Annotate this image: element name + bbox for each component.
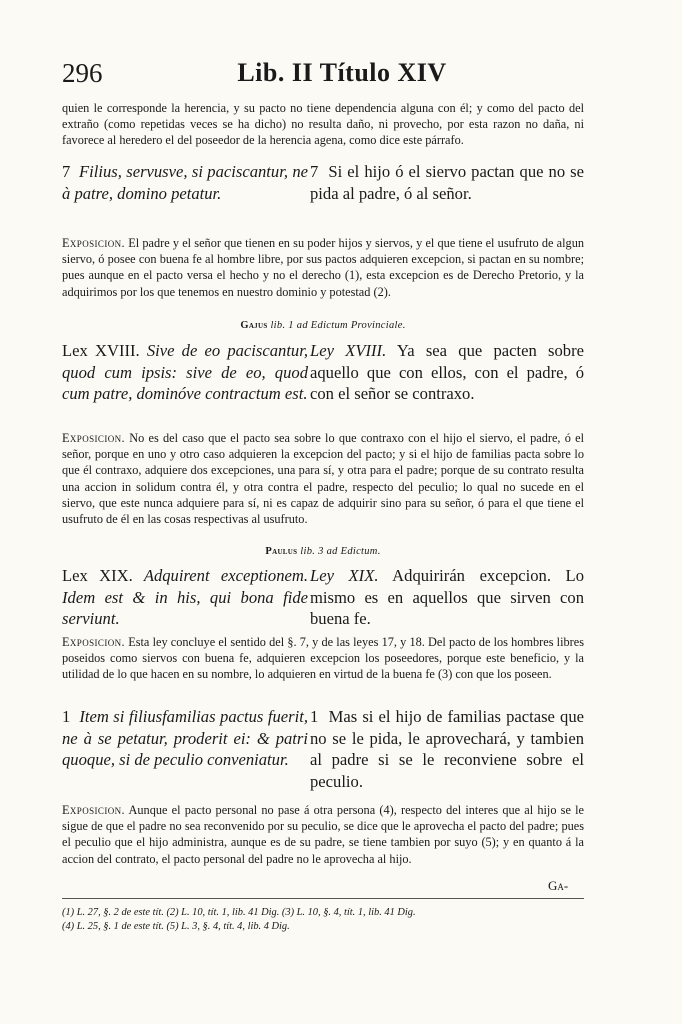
spanish-lead: 1 xyxy=(310,707,319,726)
footnotes xyxy=(62,906,584,934)
source-author: Gajus xyxy=(240,320,268,331)
latin-text-7 xyxy=(62,161,308,204)
footnote-line: (4) L. 25, §. 1 de este tít. (5) L. 3, §. 4, tít. 4, lib. 4 Dig. xyxy=(62,921,290,932)
spanish-body: Si el hijo ó el siervo pactan que no se pida al padre, ó al señor. xyxy=(310,162,585,203)
latin-lead: 1 xyxy=(62,707,71,726)
running-header xyxy=(62,58,622,92)
exposicion-label: Exposicion. xyxy=(62,236,125,250)
exposicion-text: No es del caso que el pacto sea sobre lo que contraxo con el hijo el siervo, el padre, ó el señor, porque en uno y otro caso adquieren la excepcion del pacto; y si el hijo de familias pacta sobre lo que él contraxo, adquiere dos excepciones, una para sí, y otra para el padre; porque de su contrato resulta una accion in solidum contra él, y otra contra el padre, respecto del peculio; lo qual no sucede en el siervo, que este nunca adquiere para sí, ni es capaz de adquirir sino para su señor, ó para el que tiene el usufruto de él en las cosas respectivas al usufruto. xyxy=(62,431,584,527)
source-reference: lib. 1 ad Edictum Provinciale. xyxy=(270,320,406,331)
spanish-body: Adquirirán excepcion. Lo mismo es en aquellos que sirven con buena fe. xyxy=(310,566,584,629)
source-author: Paulus xyxy=(265,546,298,557)
exposicion-7 xyxy=(62,235,584,300)
footnote-line: (1) L. 27, §. 2 de este tít. (2) L. 10, tít. 1, lib. 41 Dig. (3) L. 10, §. 4, tít. 1, lib. 41 Dig. xyxy=(62,907,416,918)
latin-lead: Lex XVIII. xyxy=(62,341,140,360)
latin-body: Filius, servusve, si paciscantur, ne à patre, domino petatur. xyxy=(62,162,308,203)
latin-lead: Lex XIX. xyxy=(62,566,133,585)
latin-body: Adquirent exceptionem. Idem est & in his, qui bona fide serviunt. xyxy=(62,566,308,629)
latin-body: Item si filiusfamilias pactus fuerit, ne à se petatur, proderit ei: & patri quoque, si de peculio conveniatur. xyxy=(62,707,308,770)
exposicion-lex-19 xyxy=(62,634,584,683)
source-citation xyxy=(62,546,584,557)
footnote-divider xyxy=(62,898,584,899)
source-reference: lib. 3 ad Edictum. xyxy=(300,546,381,557)
exposicion-text: Aunque el pacto personal no pase á otra persona (4), respecto del interes que al hijo se le sigue de que el padre no sea reconvenido por su peculio, se dice que le aprovecha el pacto del padre; pues el peculio que el hijo administra, aunque es de su padre, se tiene tambien por suyo (5); y en quanto á la accion del contrato, el pacto personal del padre no le aprovecha al hijo. xyxy=(62,803,584,866)
exposicion-text: El padre y el señor que tienen en su poder hijos y siervos, y el que tiene el usufruto de algun siervo, ó posee con buena fe al hombre libre, por sus pactos adquieren excepcion, si pactan en su nombre; pues aunque en el pacto versa el hecho y no el derecho (1), esta excepcion es de Derecho Pretorio, y la adquirimos por los que tenemos en nuestro dominio y potestad (2). xyxy=(62,236,585,299)
spanish-lead: 7 xyxy=(310,162,319,181)
exposicion-label: Exposicion. xyxy=(62,431,125,445)
spanish-body: Ya sea que pacten sobre aquello que con ellos, con el padre, ó con el señor se contraxo. xyxy=(310,341,584,404)
exposicion-lex-18 xyxy=(62,430,584,527)
latin-text-lex-18 xyxy=(62,340,308,405)
spanish-text-1 xyxy=(310,706,584,792)
exposicion-label: Exposicion. xyxy=(62,803,125,817)
exposicion-label: Exposicion. xyxy=(62,635,125,649)
latin-text-lex-19 xyxy=(62,565,308,630)
catchword: Ga- xyxy=(548,878,569,893)
spanish-text-ley-18 xyxy=(310,340,584,405)
page-number: 296 xyxy=(62,58,103,88)
exposicion-1 xyxy=(62,802,584,867)
spanish-lead: Ley XIX. xyxy=(310,566,379,585)
exposicion-text: Esta ley concluye el sentido del §. 7, y de las leyes 17, y 18. Del pacto de los hombres libres poseidos como siervos con buena fe, adquieren excepcion los poseedores, porque este beneficio, y la utilidad de lo que hacen en su nombre, lo adquieren en virtud de la buena fe (3) con que los poseen. xyxy=(62,635,585,682)
spanish-text-ley-19 xyxy=(310,565,584,630)
spanish-text-7 xyxy=(310,161,584,204)
page-title: Lib. II Título XIV xyxy=(237,58,447,87)
latin-text-1 xyxy=(62,706,308,771)
latin-lead: 7 xyxy=(62,162,71,181)
spanish-body: Mas si el hijo de familias pactase que no se le pida, le aprovechará, y tambien al padre si se le reconviene sobre el peculio. xyxy=(310,707,585,791)
source-citation xyxy=(62,320,584,331)
latin-body: Sive de eo paciscantur, quod cum ipsis: sive de eo, quod cum patre, dominóve contractum est. xyxy=(62,341,308,404)
intro-paragraph: quien le corresponde la herencia, y su pacto no tiene dependencia alguna con él; y como del pacto del extraño (como repetidas veces se ha dicho) no resulta daño, ni provecho, por esta razon no daña, ni favorece al heredero el del poseedor de la herencia agena, como dice este párrafo. xyxy=(62,101,584,148)
spanish-lead: Ley XVIII. xyxy=(310,341,387,360)
